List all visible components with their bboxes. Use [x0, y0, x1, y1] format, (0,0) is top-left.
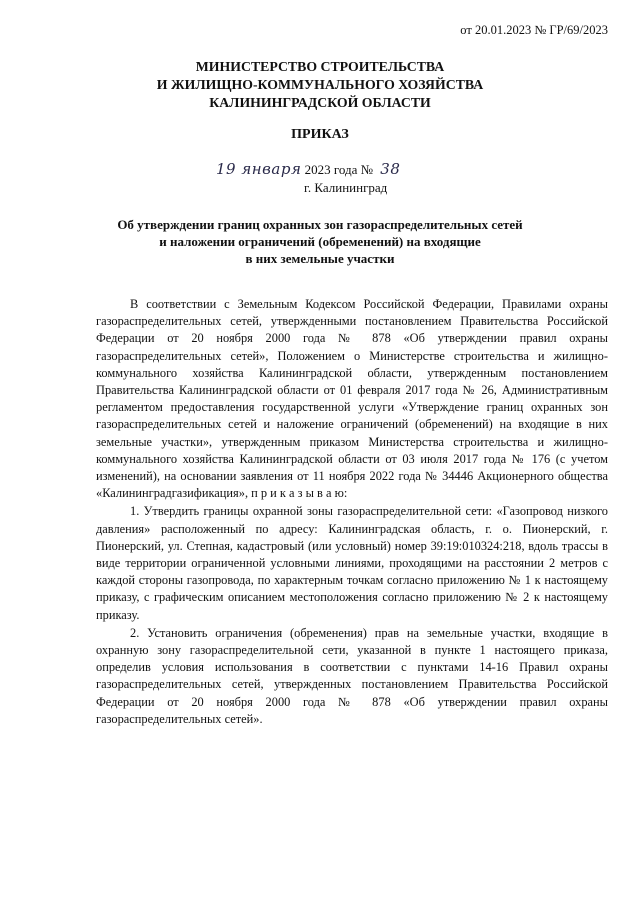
order-subject [0, 216, 640, 267]
subject-line: в них земельные участки [245, 251, 395, 266]
ministry-line: И ЖИЛИЩНО-КОММУНАЛЬНОГО ХОЗЯЙСТВА [156, 77, 484, 92]
handwritten-date: 19 января [216, 160, 302, 178]
order-year: 2023 года № [304, 162, 374, 177]
clause-paragraph: 2. Установить ограничения (обременения) прав на земельные участки, входящие в охранную зону газораспределительной сети, указанной в пункте 1 настоящего приказа, определив условия использования в соответствии с пунктами 14-16 Правил охраны газораспределительных сетей, утвержденных постановлением Правительства Российской Федерации от 20 ноября 2000 года № 878 «Об утверждении правил охраны газораспределительных сетей». [96, 625, 608, 726]
ministry-line: МИНИСТЕРСТВО СТРОИТЕЛЬСТВА [195, 59, 445, 74]
subject-line: Об утверждении границ охранных зон газораспределительных сетей [117, 217, 523, 232]
ministry-name [0, 58, 640, 112]
ministry-line: КАЛИНИНГРАДСКОЙ ОБЛАСТИ [209, 95, 431, 110]
preamble-paragraph: В соответствии с Земельным Кодексом Российской Федерации, Правилами охраны газораспределительных сетей, утвержденными постановлением Правительства Российской Федерации от 20 ноября 2000 года № 878 «Об утверждении правил охраны газораспределительных сетей», Положением о Министерстве строительства и жилищно-коммунального хозяйства Калининградской области, утвержденным постановлением Правительства Калининградской области от 01 февраля 2017 года № 26, Административным регламентом предоставления государственной услуги «Утверждение границ охранных зон газораспределительных сетей и наложение ограничений (обременений) на входящие в них земельные участки», утвержденным приказом Министерства строительства и жилищно-коммунального хозяйства Калининградской области от 03 июля 2017 года № 176 (с учетом изменений), на основании заявления от 11 ноября 2022 года № 34446 Акционерного общества «Калининградгазификация», п р и к а з ы в а ю: [96, 297, 608, 501]
handwritten-number: 38 [380, 160, 401, 178]
order-body [96, 296, 608, 728]
subject-line: и наложении ограничений (обременений) на входящие [159, 234, 481, 249]
city: г. Калининград [304, 180, 388, 195]
document-type: ПРИКАЗ [291, 127, 349, 142]
registration-number: от 20.01.2023 № ГР/69/2023 [460, 23, 608, 37]
order-date-line [216, 160, 456, 178]
clause-paragraph: 1. Утвердить границы охранной зоны газораспределительной сети: «Газопровод низкого давления» расположенный по адресу: Калининградская область, г. о. Пионерский, г. Пионерский, ул. Степная, кадастровый (или условный) номер 39:19:010324:218, вдоль трассы в виде территории ограниченной условными линиями, проходящими на расстоянии 2 метров с каждой стороны газопровода, по характерным точкам согласно приложению № 1 к настоящему приказу, с графическим описанием местоположения согласно приложению № 2 к настоящему приказу. [96, 504, 608, 622]
